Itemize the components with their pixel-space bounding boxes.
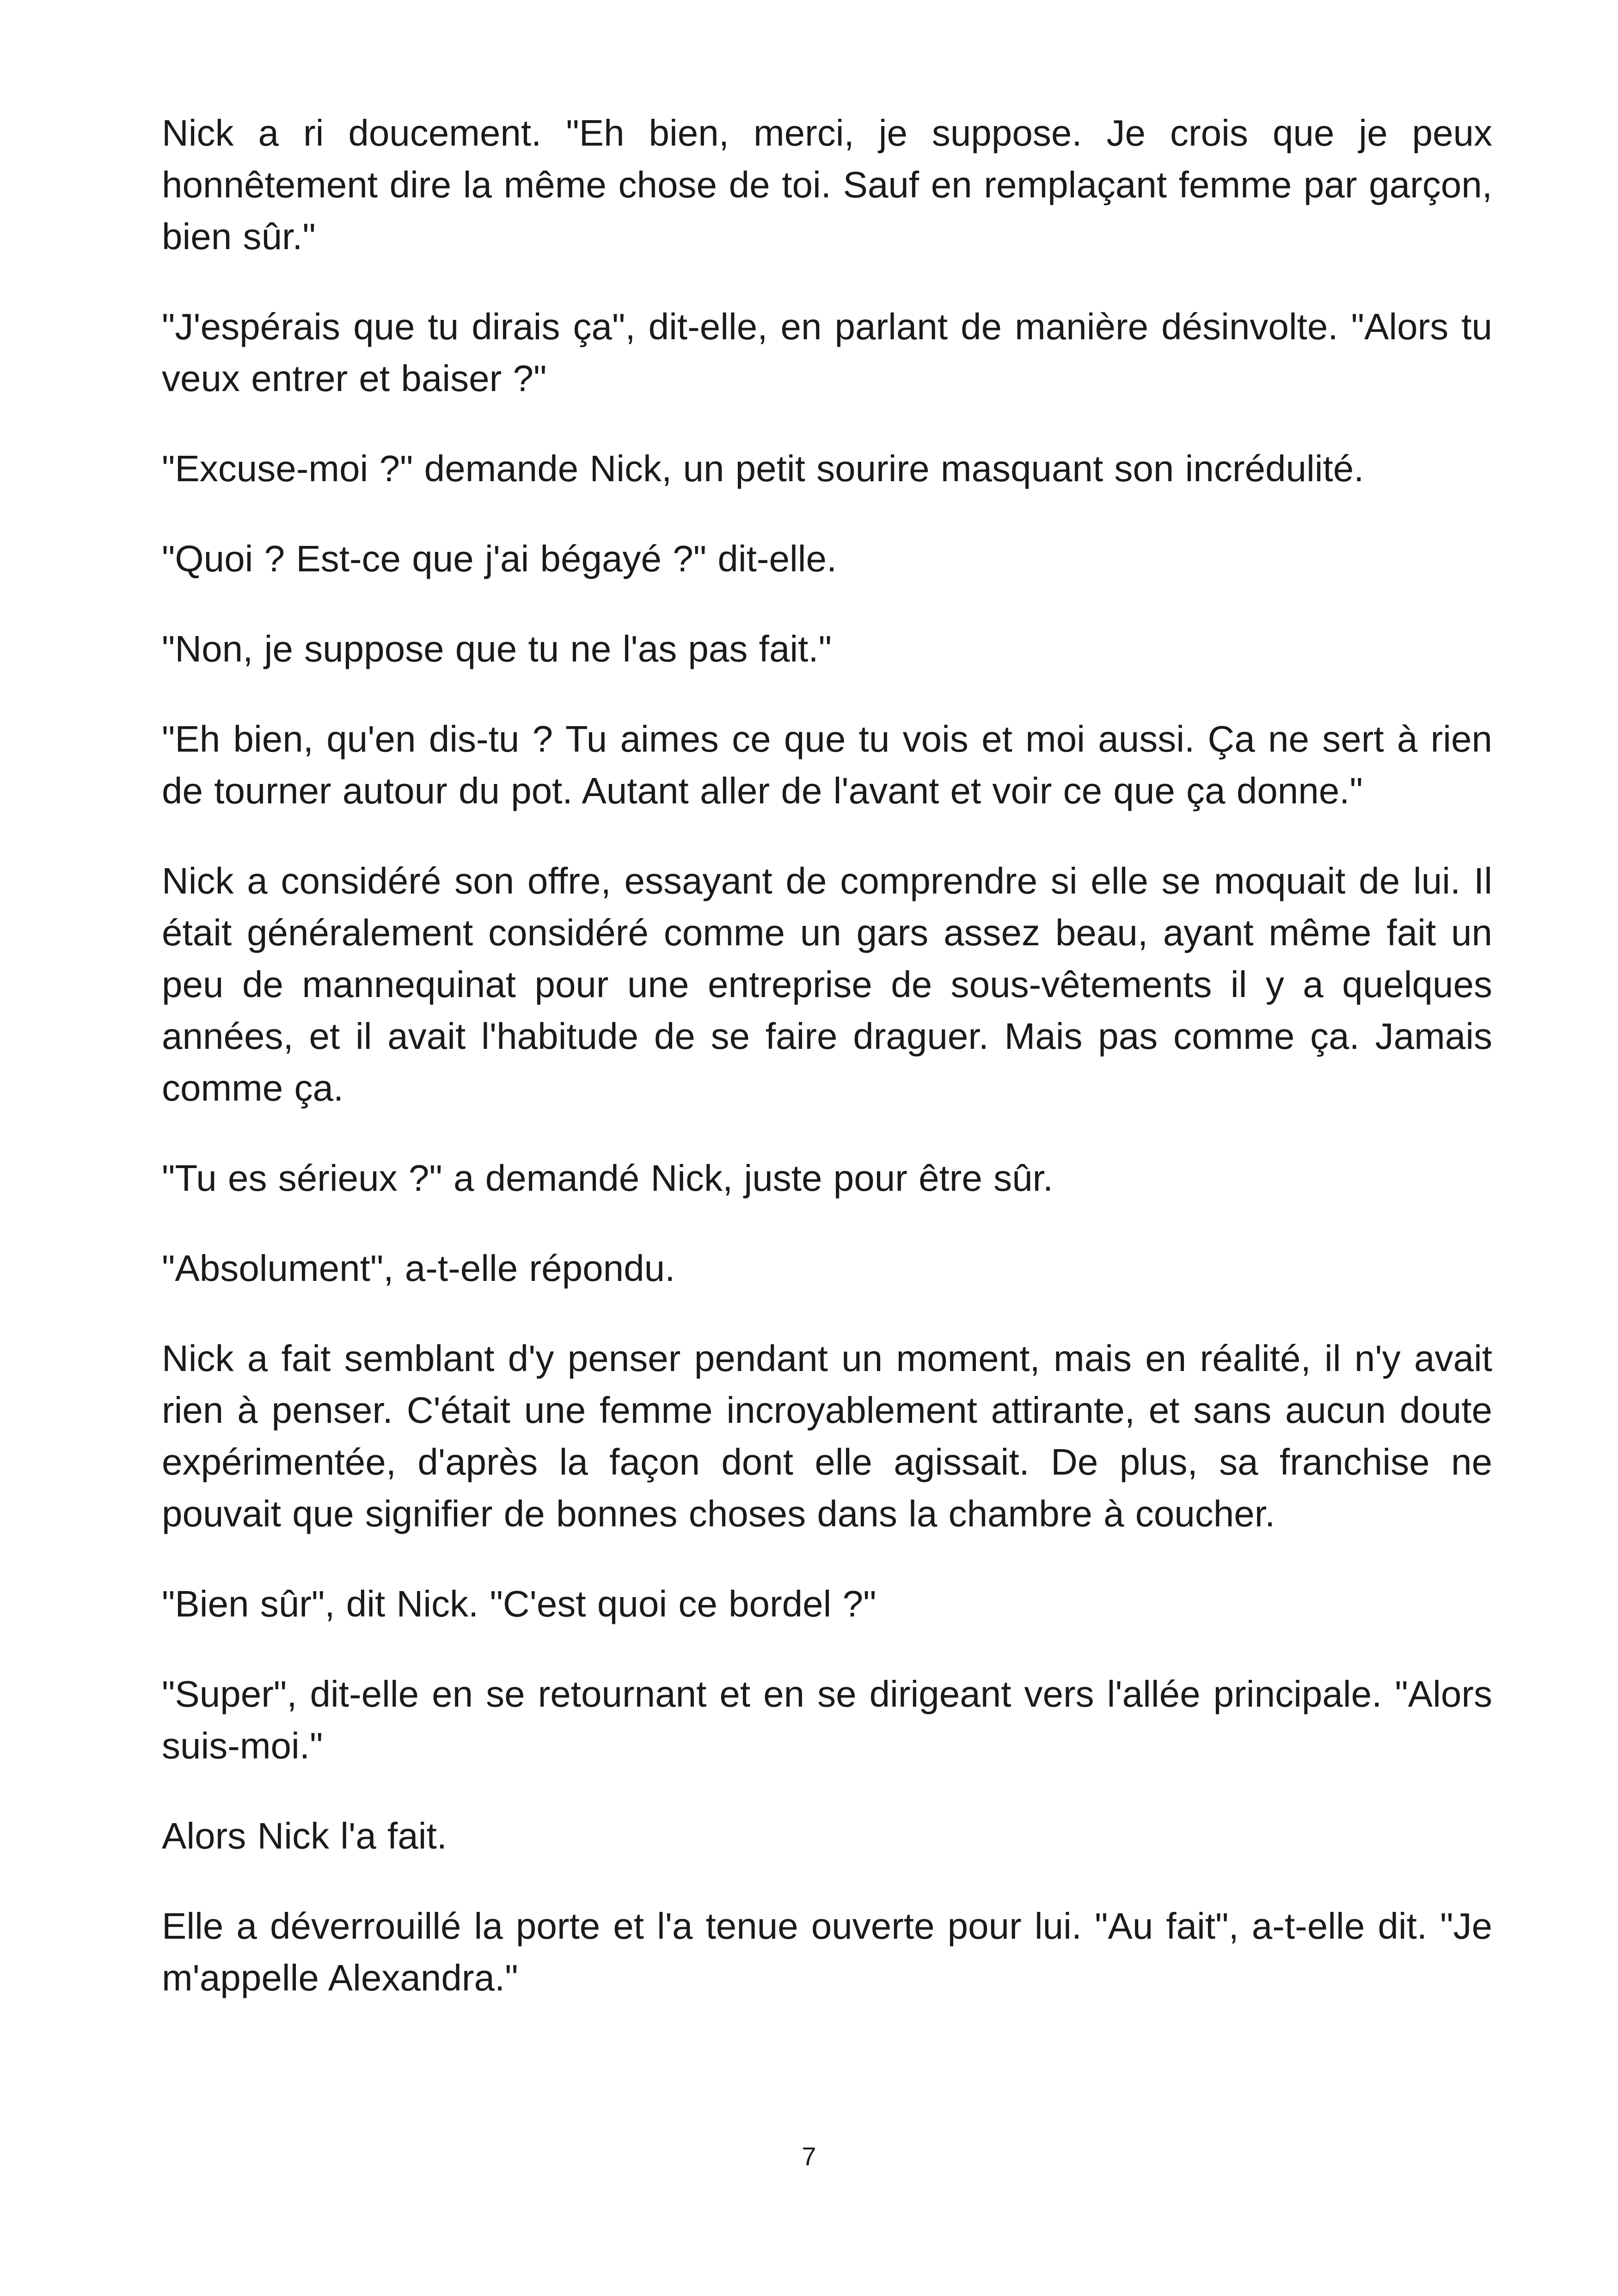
paragraph: "Absolument", a-t-elle répondu. xyxy=(162,1248,675,1289)
paragraph: "Bien sûr", dit Nick. "C'est quoi ce bordel ?" xyxy=(162,1583,876,1624)
paragraph: Nick a ri doucement. "Eh bien, merci, je suppose. Je crois que je peux honnêtement dire la même chose de toi. Sauf en remplaçant femme par garçon, bien sûr." xyxy=(162,112,1492,257)
paragraph: "Non, je suppose que tu ne l'as pas fait." xyxy=(162,628,832,669)
body-text xyxy=(162,107,1492,2042)
paragraph: "Excuse-moi ?" demande Nick, un petit sourire masquant son incrédulité. xyxy=(162,448,1364,489)
paragraph: "J'espérais que tu dirais ça", dit-elle, en parlant de manière désinvolte. "Alors tu veux entrer et baiser ?" xyxy=(162,306,1492,399)
paragraph: "Super", dit-elle en se retournant et en se dirigeant vers l'allée principale. "Alors suis-moi." xyxy=(162,1673,1492,1766)
paragraph: "Quoi ? Est-ce que j'ai bégayé ?" dit-elle. xyxy=(162,538,837,579)
paragraph: Alors Nick l'a fait. xyxy=(162,1815,447,1856)
page-number: 7 xyxy=(802,2142,816,2171)
paragraph: "Tu es sérieux ?" a demandé Nick, juste pour être sûr. xyxy=(162,1157,1054,1199)
paragraph: Nick a considéré son offre, essayant de comprendre si elle se moquait de lui. Il était généralement considéré comme un gars assez beau, ayant même fait un peu de mannequinat pour une entreprise de sous-vêtements il y a quelques années, et il avait l'habitude de se faire draguer. Mais pas comme ça. Jamais comme ça. xyxy=(162,860,1492,1108)
paragraph: Elle a déverrouillé la porte et l'a tenue ouverte pour lui. "Au fait", a-t-elle dit. "Je m'appelle Alexandra." xyxy=(162,1905,1492,1998)
paragraph: "Eh bien, qu'en dis-tu ? Tu aimes ce que tu vois et moi aussi. Ça ne sert à rien de tourner autour du pot. Autant aller de l'avant et voir ce que ça donne." xyxy=(162,718,1492,811)
paragraph: Nick a fait semblant d'y penser pendant un moment, mais en réalité, il n'y avait rien à penser. C'était une femme incroyablement attirante, et sans aucun doute expérimentée, d'après la façon dont elle agissait. De plus, sa franchise ne pouvait que signifier de bonnes choses dans la chambre à coucher. xyxy=(162,1338,1492,1534)
